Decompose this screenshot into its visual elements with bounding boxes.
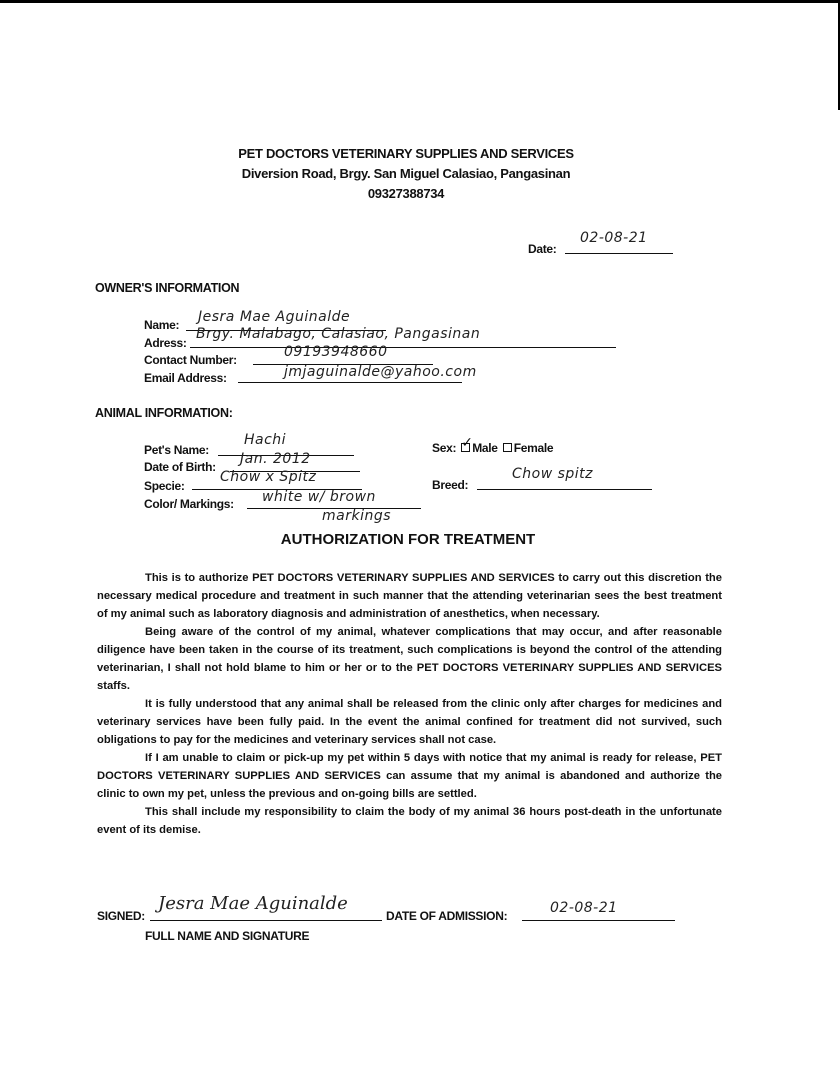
male-label: Male [472,441,498,455]
email-value[interactable]: jmjaguinalde@yahoo.com [284,364,477,380]
pet-name-label: Pet's Name: [144,443,209,457]
breed-label: Breed: [432,478,469,492]
color-markings-label: Color/ Markings: [144,497,234,511]
company-address: Diversion Road, Brgy. San Miguel Calasiao, Pangasinan [241,166,571,181]
breed-value[interactable]: Chow spitz [512,466,594,482]
admission-date-value[interactable]: 02-08-21 [550,900,618,916]
authorization-paragraph-4: If I am unable to claim or pick-up my pet within 5 days with notice that my animal is ready for release, PET DOCTORS VETERINARY SUPPLIES AND SERVICES can assume that my animal is abandoned and authorize the clinic to own my pet, unless the previous and on-going bills are settled. [97,752,722,800]
owner-name-label: Name: [144,318,180,332]
female-checkbox[interactable] [503,443,512,452]
date-line [565,253,673,254]
owner-address-value[interactable]: Brgy. Malabago, Calasiao, Pangasinan [196,326,481,342]
admission-date-label: DATE OF ADMISSION: [386,909,508,923]
signature-caption: FULL NAME AND SIGNATURE [145,929,310,943]
authorization-body [97,569,722,839]
authorization-paragraph-1: This is to authorize PET DOCTORS VETERINARY SUPPLIES AND SERVICES to carry out this discretion the necessary medical procedure and treatment in such manner that the attending veterinarian sees the best treatment of my animal such as laboratory diagnosis and administration of anesthetics, when necessary. [97,572,722,620]
dob-label: Date of Birth: [144,460,216,474]
owner-info-heading: OWNER'S INFORMATION [95,281,240,295]
date-value[interactable]: 02-08-21 [580,230,648,246]
authorization-paragraph-3: It is fully understood that any animal shall be released from the clinic only after charges for medicines and veterinary services have been fully paid. In the event the animal confined for treatment did not survived, such obligations to pay for the medicines and veterinary services shall not case. [97,698,722,746]
scan-edge-top [0,0,840,3]
signature-value[interactable]: Jesra Mae Aguinalde [158,893,348,914]
contact-number-value[interactable]: 09193948660 [284,344,388,360]
owner-name-value[interactable]: Jesra Mae Aguinalde [198,309,351,325]
authorization-paragraph-2: Being aware of the control of my animal, whatever complications that may occur, and after reasonable diligence have been taken in the course of its treatment, such complications is beyond the control of the attending veterinarian, I shall not hold blame to him or her or to the PET DOCTORS VETERINARY SUPPLIES AND SERVICES staffs. [97,626,722,692]
company-name: PET DOCTORS VETERINARY SUPPLIES AND SERVICES [238,146,574,161]
email-label: Email Address: [144,371,227,385]
sex-label: Sex: [432,441,457,455]
email-line [238,382,462,383]
color-markings-value-1[interactable]: white w/ brown [262,489,376,505]
specie-label: Specie: [144,479,185,493]
pet-name-value[interactable]: Hachi [244,432,287,448]
company-phone: 09327388734 [367,186,445,201]
color-markings-value-2[interactable]: markings [322,508,392,524]
signature-line [150,920,382,921]
breed-line [477,489,652,490]
authorization-paragraph-5: This shall include my responsibility to claim the body of my animal 36 hours post-death in the unfortunate event of its demise. [97,806,722,836]
authorization-title: AUTHORIZATION FOR TREATMENT [280,531,536,548]
signed-label: SIGNED: [97,909,145,923]
animal-info-heading: ANIMAL INFORMATION: [95,406,233,420]
owner-address-label: Adress: [144,336,187,350]
specie-value[interactable]: Chow x Spitz [220,469,317,485]
contact-number-label: Contact Number: [144,353,237,367]
dob-value[interactable]: Jan. 2012 [240,451,311,467]
admission-date-line [522,920,675,921]
owner-address-line [190,347,616,348]
male-checkbox[interactable] [461,443,470,452]
date-label: Date: [528,242,557,256]
female-label: Female [513,441,554,455]
sex-field [432,441,553,455]
